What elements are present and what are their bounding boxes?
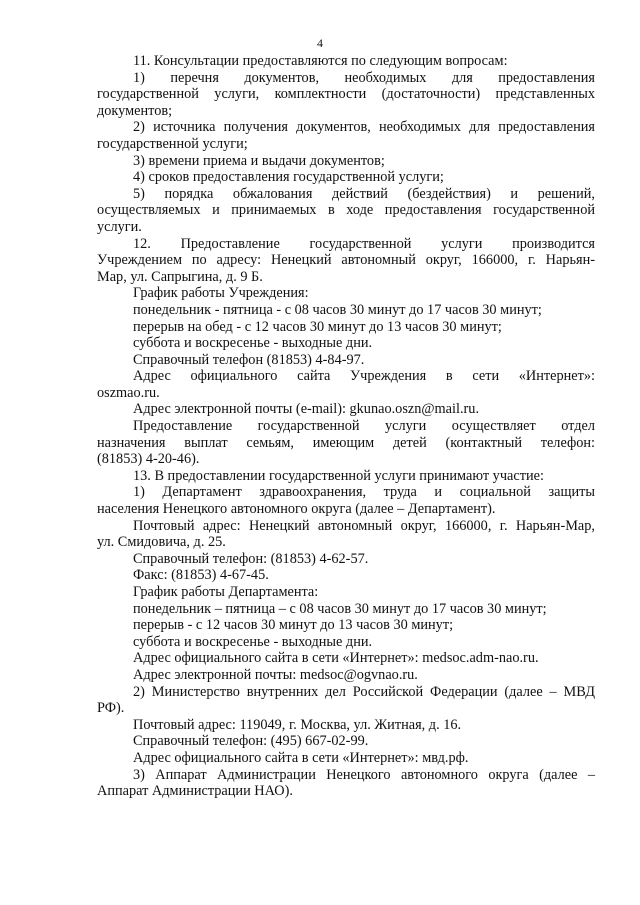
text-line-p42: Справочный телефон: (495) 667-02-99. <box>133 733 369 750</box>
text-line-p38: Адрес электронной почты: medsoc@ogvnao.ru. <box>133 666 418 683</box>
text-line-p15: График работы Учреждения: <box>133 285 309 302</box>
text-line-p21: oszmao.ru. <box>97 384 160 401</box>
text-line-p24: назначения выплат семьям, имеющим детей (контактный телефон: <box>97 434 595 451</box>
text-line-p33: График работы Департамента: <box>133 584 319 600</box>
text-line-p25: (81853) 4-20-46). <box>97 451 200 468</box>
text-line-p30: ул. Смидовича, д. 25. <box>97 534 226 551</box>
text-line-p36: суббота и воскресенье - выходные дни. <box>133 633 373 650</box>
text-line-p02: 1) перечня документов, необходимых для предоставления <box>133 69 595 86</box>
text-line-p12: 12. Предоставление государственной услуги производится <box>133 235 595 252</box>
text-line-p13: Учреждением по адресу: Ненецкий автономный округ, 166000, г. Нарьян- <box>97 252 595 269</box>
text-line-p10: осуществляемых и принимаемых в ходе предоставления государственной <box>97 202 595 219</box>
text-line-p28: населения Ненецкого автономного округа (далее – Департамент). <box>97 501 496 518</box>
text-line-p31: Справочный телефон: (81853) 4-62-57. <box>133 550 369 567</box>
text-line-p34: понедельник – пятница – с 08 часов 30 минут до 17 часов 30 минут; <box>133 600 547 617</box>
text-line-p29: Почтовый адрес: Ненецкий автономный округ, 166000, г. Нарьян-Мар, <box>133 517 595 534</box>
text-line-p01: 11. Консультации предоставляются по следующим вопросам: <box>133 53 508 69</box>
text-line-p32: Факс: (81853) 4-67-45. <box>133 567 269 584</box>
text-line-p27: 1) Департамент здравоохранения, труда и социальной защиты <box>133 484 595 501</box>
text-line-p35: перерыв - с 12 часов 30 минут до 13 часов 30 минут; <box>133 617 454 634</box>
text-line-p14: Мар, ул. Сапрыгина, д. 9 Б. <box>97 268 263 285</box>
text-line-p18: суббота и воскресенье - выходные дни. <box>133 335 373 352</box>
text-line-p37: Адрес официального сайта в сети «Интернет»: medsoc.adm-nao.ru. <box>133 650 539 667</box>
text-line-p05: 2) источника получения документов, необходимых для предоставления <box>133 119 595 136</box>
text-line-p16: понедельник - пятница - с 08 часов 30 минут до 17 часов 30 минут; <box>133 301 542 318</box>
text-line-p20: Адрес официального сайта Учреждения в сети «Интернет»: <box>133 368 595 385</box>
text-line-p09: 5) порядка обжалования действий (бездействия) и решений, <box>133 185 595 202</box>
page-number: 4 <box>317 36 323 50</box>
text-line-p26: 13. В предоставлении государственной услуги принимают участие: <box>133 467 544 484</box>
text-line-p22: Адрес электронной почты (e-mail): gkunao.oszn@mail.ru. <box>133 401 480 418</box>
text-line-p03: государственной услуги, комплектности (достаточности) представленных <box>97 86 595 103</box>
text-line-p07: 3) времени приема и выдачи документов; <box>133 152 385 169</box>
text-line-p08: 4) сроков предоставления государственной услуги; <box>133 169 444 186</box>
text-line-p06: государственной услуги; <box>97 135 248 152</box>
text-line-p23: Предоставление государственной услуги осуществляет отдел <box>133 418 595 435</box>
text-line-p41: Почтовый адрес: 119049, г. Москва, ул. Житная, д. 16. <box>133 716 462 733</box>
text-line-p43: Адрес официального сайта в сети «Интернет»: мвд.рф. <box>133 749 469 766</box>
document-body <box>97 53 595 800</box>
text-line-p45: Аппарат Администрации НАО). <box>97 783 293 800</box>
text-line-p44: 3) Аппарат Администрации Ненецкого автономного округа (далее – <box>133 766 595 783</box>
text-line-p39: 2) Министерство внутренних дел Российской Федерации (далее – МВД <box>133 683 595 700</box>
text-line-p17: перерыв на обед - с 12 часов 30 минут до 13 часов 30 минут; <box>133 318 502 335</box>
text-line-p40: РФ). <box>97 700 125 717</box>
text-line-p11: услуги. <box>97 218 142 235</box>
text-line-p04: документов; <box>97 102 173 119</box>
text-line-p19: Справочный телефон (81853) 4-84-97. <box>133 351 365 368</box>
